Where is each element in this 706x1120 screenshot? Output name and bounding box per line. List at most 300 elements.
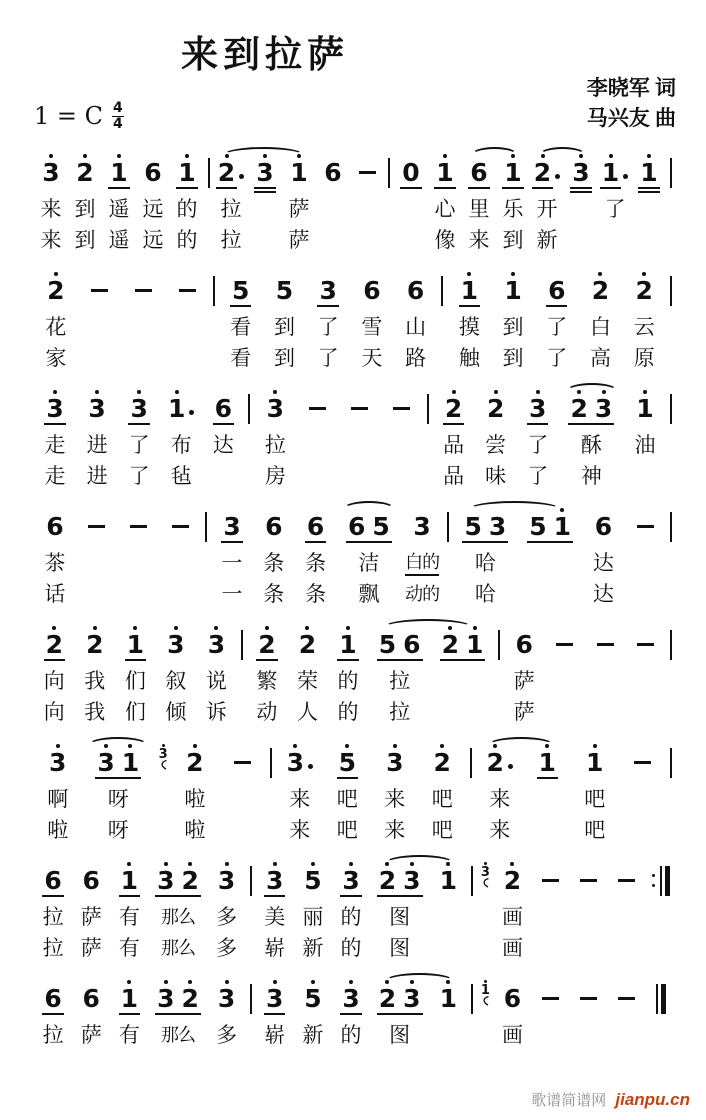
- lyric-syllable: 我: [84, 700, 106, 725]
- note-number: 3: [266, 393, 285, 423]
- note-cell: [205, 500, 207, 547]
- note-unit: [504, 862, 521, 894]
- note-unit: [110, 154, 127, 186]
- note-unit: [407, 272, 424, 304]
- lyric-syllable: 拉: [264, 433, 286, 458]
- music-line: [34, 972, 676, 1050]
- note-cell: [215, 382, 232, 429]
- note-column: [247, 618, 288, 727]
- lyric-syllable: 来: [489, 818, 511, 843]
- note-unit: [42, 154, 59, 186]
- key-signature: [34, 101, 124, 131]
- lyric-syllable: 达: [212, 433, 234, 458]
- lyric-syllable: 萨: [80, 936, 102, 961]
- barline: [205, 512, 207, 542]
- note-column: [34, 382, 76, 491]
- note-column: [491, 264, 535, 373]
- lyric-row-cell: [318, 342, 339, 373]
- note-group-column: [370, 854, 429, 963]
- beamed-note-group: [529, 508, 571, 540]
- lyric-syllable: 毡: [170, 464, 192, 489]
- note-number: 6: [214, 393, 232, 423]
- lyric-syllable: 萨: [513, 700, 535, 725]
- lyric-syllable: 到: [502, 346, 524, 371]
- lyric-row-cell: [184, 783, 205, 814]
- note-unit: [636, 272, 653, 304]
- note-column: [496, 146, 530, 255]
- note-unit: [121, 862, 138, 894]
- note-unit: [267, 390, 284, 422]
- note-unit: [434, 744, 451, 776]
- barline-column: [246, 972, 256, 1050]
- note-number: 3: [403, 983, 421, 1013]
- note-cell: [324, 146, 341, 193]
- lyric-row-cell: [435, 224, 456, 255]
- note-column: [328, 618, 369, 727]
- note-unit: [232, 272, 249, 304]
- lyric-row-cell: [584, 783, 605, 814]
- lyric-syllable: 向: [43, 669, 65, 694]
- lyric-row-cell: [361, 311, 382, 342]
- lyric-row-cell: [341, 901, 362, 932]
- beamed-note-group: [157, 980, 199, 1012]
- note-column: [75, 618, 116, 727]
- note-number: 1: [504, 157, 522, 187]
- note-number: 3: [130, 393, 148, 423]
- lyric-syllable: 高: [589, 346, 611, 371]
- note-number: 3: [217, 983, 236, 1013]
- lyric-syllable: 了: [317, 315, 339, 340]
- note-unit: [178, 154, 195, 186]
- song-title: 来到拉萨: [181, 32, 349, 76]
- grace-note-number: 3: [158, 746, 168, 762]
- lyric-syllable: 说: [205, 669, 227, 694]
- lyric-syllable: 拉: [389, 700, 411, 725]
- note-number: 1: [586, 747, 604, 777]
- lyric-syllable: 看: [230, 315, 252, 340]
- lyric-row-cell: [389, 696, 410, 727]
- note-number: 6: [594, 511, 613, 541]
- note-cell: [618, 972, 635, 1019]
- duration-dash: [618, 879, 635, 882]
- lyric-syllable: 油: [634, 433, 656, 458]
- lyric-row-cell: [590, 342, 611, 373]
- note-cell: [46, 618, 63, 665]
- note-group-column: [431, 618, 494, 727]
- thin-barline: [656, 984, 658, 1014]
- note-column: [287, 618, 328, 727]
- lyric-row-cell: [389, 901, 410, 932]
- note-unit: [299, 626, 316, 658]
- lyric-syllable: 看: [230, 346, 252, 371]
- lyric-syllable: 了: [128, 433, 150, 458]
- barline: [388, 158, 390, 188]
- note-unit: [548, 272, 565, 304]
- note-cell: [319, 264, 336, 311]
- note-unit: [487, 744, 504, 776]
- lyric-row-cell: [584, 814, 605, 845]
- barline-column: [666, 736, 676, 845]
- lyric-syllable: 吧: [431, 787, 453, 812]
- lyric-row-cell: [274, 342, 295, 373]
- lyric-syllable: 倾: [165, 700, 187, 725]
- lyric-row-cell: [432, 783, 453, 814]
- note-number: 2: [86, 629, 104, 659]
- note-column: [208, 854, 246, 963]
- lyric-syllable: 走: [44, 433, 66, 458]
- lyric-syllable: 品: [443, 464, 465, 489]
- note-group-column: [559, 382, 624, 491]
- lyric-syllable: 家: [45, 346, 67, 371]
- grace-note: [159, 744, 168, 770]
- note-unit: [44, 980, 61, 1012]
- note-column: [34, 500, 76, 609]
- lyric-row-cell: [289, 814, 310, 845]
- note-cell: [250, 972, 252, 1019]
- note-column: [476, 736, 523, 845]
- note-unit: [122, 744, 139, 776]
- note-column: [171, 736, 218, 845]
- note-number: 6: [144, 157, 162, 187]
- note-number: 2: [433, 747, 451, 777]
- thick-barline: [661, 984, 666, 1014]
- lyric-syllable: 走: [44, 464, 66, 489]
- note-cell: [618, 854, 635, 901]
- lyricist-credit: 李晓军 词: [586, 76, 676, 100]
- note-cell: [436, 146, 453, 193]
- lyric-row-cell: [109, 224, 130, 255]
- note-column: [248, 146, 282, 255]
- note-unit: [529, 508, 546, 540]
- lyric-row-cell: [81, 901, 102, 932]
- lyric-row-cell: [546, 342, 567, 373]
- note-cell: [186, 736, 203, 783]
- lyric-syllable: 诉: [205, 700, 227, 725]
- lyric-row-cell: [206, 665, 227, 696]
- dash-column: [570, 854, 608, 963]
- lyric-row-cell: [443, 429, 464, 460]
- lyric-row-cell: [489, 783, 510, 814]
- dash-column: [219, 736, 266, 845]
- lyric-syllable: 一: [221, 582, 243, 607]
- lyric-row-cell: [216, 901, 237, 932]
- lyric-syllable: 心: [434, 197, 456, 222]
- lyric-row-cell: [274, 311, 295, 342]
- note-cell: [172, 500, 189, 547]
- lyric-row-cell: [161, 1019, 195, 1050]
- music-line: [34, 264, 676, 373]
- note-unit: [413, 508, 430, 540]
- beamed-note-group: [379, 862, 421, 894]
- note-unit: [379, 980, 396, 1012]
- lyric-syllable: 拉: [42, 936, 64, 961]
- note-column: [211, 500, 253, 609]
- note-unit: [466, 626, 483, 658]
- lyric-row-cell: [177, 193, 198, 224]
- lyric-row-cell: [537, 224, 558, 255]
- note-unit: [363, 272, 380, 304]
- note-column: [276, 736, 323, 845]
- note-cell: [47, 264, 64, 311]
- lyric-syllable: 新: [536, 228, 558, 253]
- lyric-row-cell: [305, 547, 326, 578]
- note-column: [263, 264, 307, 373]
- grace-hook: [481, 996, 490, 1006]
- music-line: [34, 382, 676, 491]
- lyric-row-cell: [108, 783, 129, 814]
- note-cell: [304, 854, 321, 901]
- note-unit: [287, 744, 304, 776]
- lyric-row-cell: [119, 1019, 140, 1050]
- dash-column: [626, 618, 667, 727]
- note-number: 6: [306, 511, 325, 541]
- note-unit: [46, 390, 63, 422]
- lyric-row-cell: [45, 342, 66, 373]
- note-column: [332, 854, 370, 963]
- note-column: [493, 854, 531, 963]
- lyric-syllable: 达: [592, 551, 614, 576]
- dash-column: [118, 500, 160, 609]
- note-unit: [157, 862, 174, 894]
- note-cell: [504, 264, 521, 311]
- note-cell: [637, 618, 654, 665]
- note-column: [294, 854, 332, 963]
- note-cell: [471, 972, 473, 1019]
- note-number: 3: [88, 393, 106, 423]
- lyric-syllable: 那么: [160, 907, 195, 928]
- lyric-row-cell: [337, 783, 358, 814]
- note-cell: [309, 382, 326, 429]
- lyric-row-cell: [213, 429, 234, 460]
- lyric-row-cell: [230, 311, 251, 342]
- note-cell: [287, 736, 313, 783]
- duration-dash: [580, 997, 597, 1000]
- note-cell: [299, 618, 316, 665]
- lyric-row-cell: [43, 1019, 64, 1050]
- note-number: 2: [486, 747, 504, 777]
- duration-dash: [597, 643, 614, 646]
- note-column: [571, 736, 618, 845]
- note-cell: [266, 854, 283, 901]
- note-cell: [580, 854, 597, 901]
- header-meta: [34, 74, 676, 134]
- note-unit: [46, 508, 63, 540]
- lyric-row-cell: [503, 311, 524, 342]
- lyric-row-cell: [171, 460, 192, 491]
- note-column: [208, 972, 246, 1050]
- lyric-syllable: 了: [527, 433, 549, 458]
- note-unit: [88, 390, 105, 422]
- lyric-row-cell: [263, 578, 284, 609]
- watermark: [531, 1089, 690, 1110]
- note-number: 2: [635, 275, 653, 305]
- note-column: [579, 264, 623, 373]
- barline-column: [467, 854, 477, 963]
- lyric-syllable: 条: [263, 582, 285, 607]
- barline-column: [244, 382, 254, 491]
- barline-column: [423, 382, 433, 491]
- lyric-row-cell: [297, 696, 318, 727]
- note-group-column: [370, 972, 429, 1050]
- note-unit: [470, 154, 487, 186]
- note-unit: [46, 626, 63, 658]
- note-unit: [97, 744, 114, 776]
- lyric-row-cell: [485, 429, 506, 460]
- note-number: 3: [319, 275, 337, 305]
- final-barline: [646, 972, 676, 1050]
- barline: [208, 158, 210, 188]
- note-number: 5: [464, 511, 482, 541]
- note-cell: [110, 146, 127, 193]
- lyric-row-cell: [45, 311, 66, 342]
- note-number: 2: [591, 275, 610, 305]
- beamed-note-group: [379, 626, 421, 658]
- lyric-row-cell: [405, 342, 426, 373]
- note-unit: [534, 154, 551, 186]
- dash-column: [338, 382, 380, 491]
- lyric-row-cell: [43, 901, 64, 932]
- lyric-syllable: 的: [340, 905, 362, 930]
- lyric-row-cell: [206, 696, 227, 727]
- dash-column: [350, 146, 384, 255]
- lyric-row-cell: [302, 932, 323, 963]
- music-line: [34, 146, 676, 255]
- lyric-row-cell: [502, 932, 523, 963]
- note-unit: [215, 390, 232, 422]
- lyric-syllable: 繁: [256, 669, 278, 694]
- lyric-syllable: 有: [118, 1023, 140, 1048]
- note-cell: [267, 382, 284, 429]
- lyric-syllable: 里: [468, 197, 490, 222]
- note-column: [401, 500, 443, 609]
- duration-dash: [542, 879, 559, 882]
- lyric-row-cell: [216, 932, 237, 963]
- lyric-syllable: 的: [176, 197, 198, 222]
- note-cell: [670, 618, 672, 665]
- note-number: 3: [46, 393, 64, 423]
- lyric-syllable: 白: [589, 315, 611, 340]
- music-line: [34, 618, 676, 727]
- dash-column: [618, 736, 665, 845]
- duration-dash: [634, 761, 651, 764]
- dash-column: [76, 500, 118, 609]
- note-number: 1: [290, 157, 308, 187]
- lyric-row-cell: [503, 224, 524, 255]
- note-number: 3: [386, 747, 404, 777]
- lyric-row-cell: [514, 665, 535, 696]
- lyric-row-cell: [358, 547, 379, 578]
- note-cell: [42, 146, 59, 193]
- note-column: [110, 972, 148, 1050]
- note-column: [115, 618, 156, 727]
- note-unit: [86, 626, 103, 658]
- lyric-syllable: 白的: [405, 548, 439, 576]
- lyric-syllable: 图: [389, 936, 411, 961]
- duration-dash: [88, 525, 105, 528]
- note-column: [219, 264, 263, 373]
- lyric-syllable: 到: [74, 228, 96, 253]
- note-cell: [88, 382, 105, 429]
- note-unit: [144, 154, 161, 186]
- note-unit: [342, 980, 359, 1012]
- lyric-row-cell: [593, 547, 614, 578]
- lyric-syllable: 话: [44, 582, 66, 607]
- note-cell: [342, 972, 359, 1019]
- note-number: 3: [286, 747, 304, 777]
- lyric-row-cell: [405, 578, 439, 609]
- dash-column: [608, 972, 646, 1050]
- lyric-syllable: 拉: [42, 1023, 64, 1048]
- note-number: 2: [441, 629, 459, 659]
- lyric-row-cell: [389, 1019, 410, 1050]
- note-cell: [135, 264, 152, 311]
- note-number: 3: [342, 865, 360, 895]
- lyric-row-cell: [81, 1019, 102, 1050]
- duration-dot: [239, 174, 244, 179]
- note-cell: [248, 382, 250, 429]
- note-column: [517, 382, 559, 491]
- barline: [670, 276, 672, 306]
- note-number: 3: [157, 983, 175, 1013]
- lyric-syllable: 远: [142, 197, 164, 222]
- note-number: 2: [486, 393, 505, 423]
- lyric-syllable: 们: [124, 669, 146, 694]
- duration-dash: [130, 525, 147, 528]
- lyric-syllable: 多: [216, 905, 238, 930]
- lyric-row-cell: [44, 578, 65, 609]
- dash-column: [296, 382, 338, 491]
- note-column: [202, 382, 244, 491]
- note-column: [136, 146, 170, 255]
- note-column: [598, 146, 632, 255]
- note-number: 1: [120, 865, 139, 895]
- note-number: 1: [178, 157, 196, 187]
- lyric-row-cell: [87, 429, 108, 460]
- lyric-row-cell: [405, 311, 426, 342]
- note-cell: [304, 972, 321, 1019]
- lyric-syllable: 到: [273, 315, 295, 340]
- lyric-syllable: 到: [502, 228, 524, 253]
- lyric-syllable: 了: [546, 315, 568, 340]
- lyric-syllable: 茶: [44, 551, 66, 576]
- note-number: 1: [126, 629, 145, 659]
- note-number: 2: [503, 865, 522, 895]
- note-cell: [602, 146, 628, 193]
- key-label: 1 = C: [34, 102, 103, 131]
- note-unit: [319, 272, 336, 304]
- note-number: 6: [470, 157, 488, 187]
- lyric-syllable: 的: [340, 1023, 362, 1048]
- lyric-syllable: 那么: [160, 1025, 195, 1046]
- lyric-row-cell: [143, 193, 164, 224]
- note-unit: [487, 390, 504, 422]
- lyric-syllable: 到: [273, 346, 295, 371]
- lyric-row-cell: [81, 932, 102, 963]
- lyric-row-cell: [469, 224, 490, 255]
- lyric-syllable: 云: [633, 315, 655, 340]
- duration-dash: [172, 525, 189, 528]
- barline: [471, 984, 473, 1014]
- duration-dot: [555, 174, 560, 179]
- lyric-row-cell: [264, 1019, 285, 1050]
- note-column: [433, 382, 475, 491]
- note-column: [523, 736, 570, 845]
- note-number: 3: [594, 393, 613, 423]
- lyric-syllable: 到: [502, 315, 524, 340]
- note-cell: [144, 146, 161, 193]
- note-number: 2: [186, 747, 204, 777]
- note-column: [34, 854, 72, 963]
